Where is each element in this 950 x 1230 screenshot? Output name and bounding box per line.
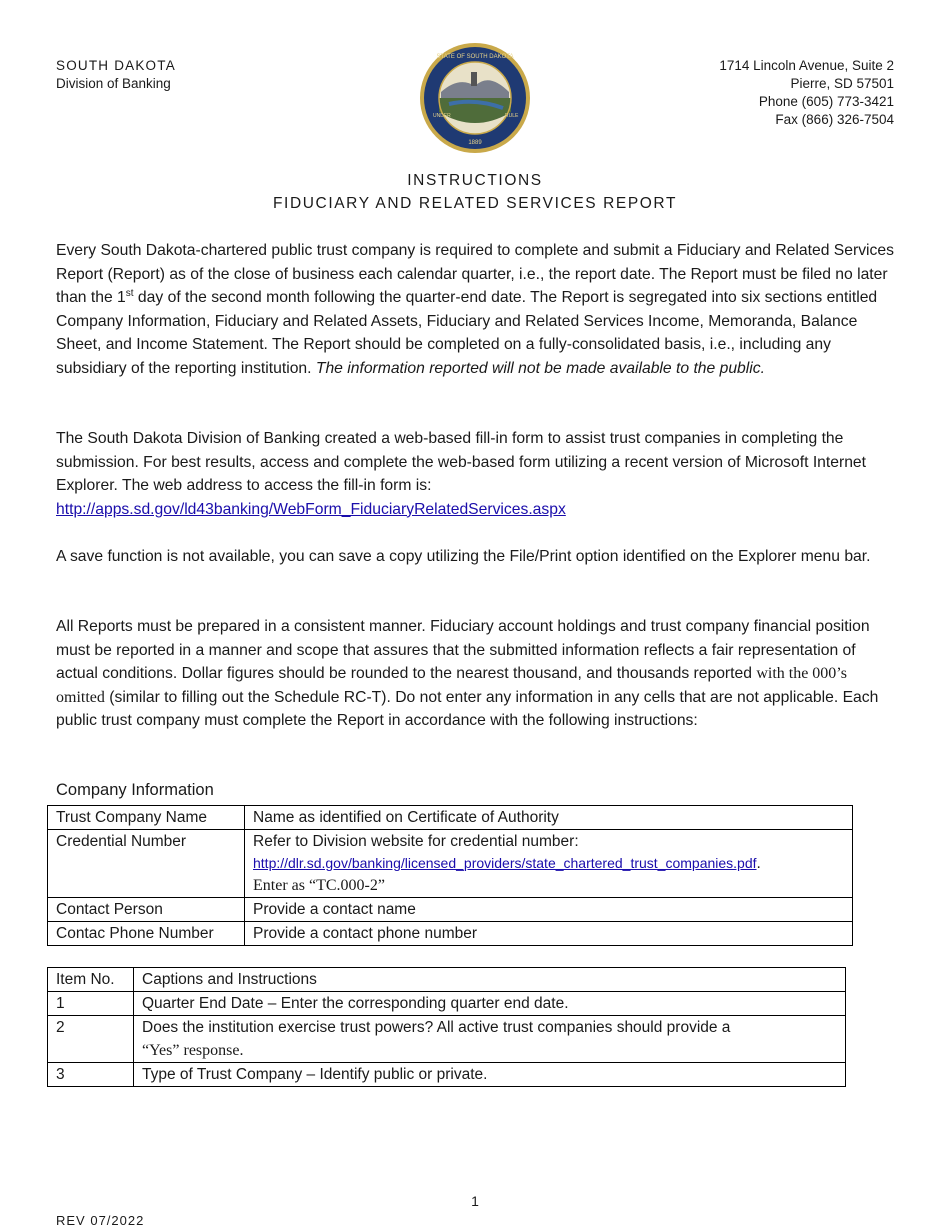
row-label: Contac Phone Number: [48, 922, 245, 946]
row-value: Provide a contact name: [245, 898, 853, 922]
paragraph-web-form: [56, 427, 896, 521]
paragraph-save: [56, 545, 896, 569]
table-row: [48, 1016, 846, 1063]
seal-year-text: 1889: [468, 140, 482, 146]
division-name: Division of Banking: [56, 76, 171, 91]
table-row: [48, 806, 853, 830]
paragraph-consistency: [56, 615, 896, 733]
revision-date: REV 07/2022: [56, 1213, 145, 1228]
p4-text-a: All Reports must be prepared in a consistent manner. Fiduciary account holdings and trust company financial position must be reported in a manner and scope that assures that the submitted information reflects a fair representation of actual conditions. Dollar figures should be rounded to the nearest thousand, and thousands reported: [56, 618, 870, 682]
state-name: SOUTH DAKOTA: [56, 58, 176, 73]
p3-text: A save function is not available, you can save a copy utilizing the File/Print option identified on the Explorer menu bar.: [56, 548, 871, 565]
table-row: [48, 922, 853, 946]
paragraph-requirements: [56, 239, 896, 380]
item-text: Type of Trust Company – Identify public or private.: [134, 1063, 846, 1087]
table-row: [48, 992, 846, 1016]
table-row: [48, 830, 853, 898]
p4-text-b: (similar to filling out the Schedule RC-T). Do not enter any information in any cells that are not applicable. Each public trust company must complete the Report in accordance with the following instructions:: [56, 688, 879, 729]
item-number: 2: [48, 1016, 134, 1063]
title-line1: INSTRUCTIONS: [407, 172, 543, 189]
table-header-row: [48, 968, 846, 992]
item-number: 1: [48, 992, 134, 1016]
row-value: Refer to Division website for credential number: http://dlr.sd.gov/banking/licensed_providers/state_chartered_trust_companies.pdf. Enter as “TC.000-2”: [245, 830, 853, 898]
p4-serif-text: with the 000’s omitted: [56, 665, 847, 706]
credential-format: Enter as “TC.000-2”: [253, 877, 385, 894]
company-info-title: Company Information: [56, 781, 214, 799]
p1-confidential-note: The information reported will not be made available to the public.: [315, 359, 765, 377]
header-item-no: Item No.: [48, 968, 134, 992]
web-form-link[interactable]: http://apps.sd.gov/ld43banking/WebForm_FiduciaryRelatedServices.aspx: [56, 500, 566, 518]
company-info-table: [47, 805, 853, 946]
seal-left-text: UNDER: [433, 113, 451, 119]
address-line2: Pierre, SD 57501: [790, 76, 894, 91]
item-text: [134, 1016, 846, 1063]
item-number: 3: [48, 1063, 134, 1087]
title-line2: FIDUCIARY AND RELATED SERVICES REPORT: [272, 195, 678, 212]
seal-top-text: STATE OF SOUTH DAKOTA: [436, 54, 514, 60]
address-line1: 1714 Lincoln Avenue, Suite 2: [719, 58, 894, 73]
p1-text-b: day of the second month following the quarter-end date. The Report is segregated into six sections entitled Company Information, Fiduciary and Related Assets, Fiduciary and Related Services Income, Memoranda, Balance Sheet, and Income Statement. The Report should be completed on a fully-consolidated basis, i.e., including any subsidiary of the reporting institution.: [56, 289, 878, 377]
p1-text-a: Every South Dakota-chartered public trust company is required to complete and submit a Fiduciary and Related Services Report (Report) as of the close of business each calendar quarter, i.e., the report date. The Report must be filed no later than the 1: [56, 242, 894, 306]
row-value: Name as identified on Certificate of Authority: [245, 806, 853, 830]
row-label: Credential Number: [48, 830, 245, 898]
row-value: Provide a contact phone number: [245, 922, 853, 946]
item-text-serif: “Yes” response.: [142, 1042, 244, 1059]
row-label: Contact Person: [48, 898, 245, 922]
header-captions: Captions and Instructions: [134, 968, 846, 992]
p1-superscript: st: [125, 287, 134, 299]
p2-text: The South Dakota Division of Banking created a web-based fill-in form to assist trust companies in completing the submission. For best results, access and complete the web-based form utilizing a recent version of Microsoft Internet Explorer. The web address to access the fill-in form is:: [56, 430, 867, 494]
row-label: Trust Company Name: [48, 806, 245, 830]
phone-number: Phone (605) 773-3421: [758, 94, 894, 109]
items-table: [47, 967, 846, 1087]
table-row: [48, 898, 853, 922]
item-text-line: Does the institution exercise trust powers? All active trust companies should provide a: [142, 1019, 731, 1036]
agency-address: [719, 57, 894, 129]
credential-link[interactable]: http://dlr.sd.gov/banking/licensed_providers/state_chartered_trust_companies.pdf: [253, 855, 757, 871]
agency-header: [56, 57, 176, 93]
document-title: [0, 169, 950, 215]
page-number: 1: [471, 1193, 479, 1209]
seal-right-text: RULE: [505, 113, 519, 119]
fax-number: Fax (866) 326-7504: [775, 112, 894, 127]
item-text: Quarter End Date – Enter the corresponding quarter end date.: [134, 992, 846, 1016]
state-seal-icon: [419, 42, 531, 154]
credential-instruction: Refer to Division website for credential number:: [253, 833, 579, 850]
table-row: [48, 1063, 846, 1087]
